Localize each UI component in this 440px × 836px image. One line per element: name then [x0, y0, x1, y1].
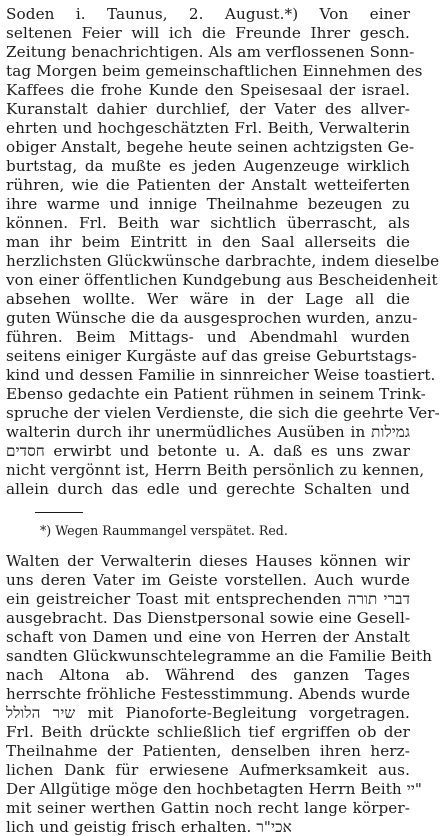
article-line: obiger Anstalt, begehe heute seinen achtzigsten Ge-: [6, 138, 415, 156]
article-line: schaft von Damen und eine von Herren der Anstalt: [6, 628, 410, 646]
article-line: Theilnahme der Patienten, denselben ihren herz-: [6, 742, 410, 760]
article-line: seitens einiger Kurgäste auf das greise Geburtstags-: [6, 347, 417, 365]
article-line: חסדים erwirbt und betonte u. A. daß es uns zwar: [6, 442, 410, 460]
article-line: Walten der Verwalterin dieses Hauses können wir: [6, 552, 410, 570]
article-line: man ihr beim Eintritt in den Saal allerseits die: [6, 233, 410, 251]
article-line: Frl. Beith drückte schließlich tief ergriffen ob der: [6, 723, 410, 741]
article-line: nicht vergönnt ist, Herrn Beith persönlich zu kennen,: [6, 461, 425, 479]
article-line: kind und dessen Familie in sinnreicher Weise toastiert.: [6, 366, 436, 384]
article-line: שיר הלולל mit Pianoforte-Begleitung vorgetragen.: [6, 704, 410, 722]
article-line: Ebenso gedachte ein Patient rühmen in seinem Trink-: [6, 385, 426, 403]
footnote-divider: [35, 512, 83, 513]
article-line: Kuranstalt dahier durchlief, der Vater des allver-: [6, 100, 410, 118]
article-line: guten Wünsche die da ausgesprochen wurden, anzu-: [6, 309, 418, 327]
article-line: können. Frl. Beith war sichtlich überrascht, als: [6, 214, 410, 232]
article-line: herrschte fröhliche Festesstimmung. Abends wurde: [6, 685, 411, 703]
article-line: herzlichsten Glückwünsche darbrachte, indem dieselbe: [6, 252, 440, 270]
article-line: spruche der vielen Verdienste, die sich die geehrte Ver-: [6, 404, 440, 422]
article-line: ehrten und hochgeschätzten Frl. Beith, Verwalterin: [6, 119, 410, 137]
article-line: tag Morgen beim gemeinschaftlichen Einnehmen des: [6, 62, 423, 80]
article-line: ausgebracht. Das Dienstpersonal sowie eine Gesell-: [6, 609, 411, 627]
article-line: burtstag, da mußte es jeden Augenzeuge wirklich: [6, 157, 410, 175]
article-line: von einer öffentlichen Kundgebung aus Bescheidenheit: [6, 271, 438, 289]
footnote: *) Wegen Raummangel verspätet. Red.: [40, 523, 288, 538]
article-line: sandten Glückwunschtelegramme an die Familie Beith: [6, 647, 433, 665]
article-line: ein geistreicher Toast mit entsprechenden דברי תורה: [6, 590, 410, 608]
article-line: Kaffees die frohe Kunde den Speisesaal der israel.: [6, 81, 410, 99]
article-line: seltenen Feier will ich die Freunde Ihrer gesch.: [6, 24, 410, 42]
article-line: Der Allgütige möge den hochbetagten Herrn Beith יי": [6, 780, 422, 798]
article-line: absehen wollte. Wer wäre in der Lage all die: [6, 290, 410, 308]
article-line: mit seiner werthen Gattin noch recht lange körper-: [6, 799, 410, 817]
article-line: nach Altona ab. Während des ganzen Tages: [6, 666, 410, 684]
article-line: führen. Beim Mittags- und Abendmahl wurden: [6, 328, 410, 346]
article-line: Soden i. Taunus, 2. August.*) Von einer: [6, 5, 410, 23]
article-line: Zeitung benachrichtigen. Als am verflossenen Sonn-: [6, 43, 415, 61]
article-line: rühren, wie die Patienten der Anstalt wetteiferten: [6, 176, 410, 194]
article-line: lich und geistig frisch erhalten. אכי"ר: [6, 818, 292, 836]
article-line: walterin durch ihr unermüdliches Ausüben in גמילות: [6, 423, 410, 441]
article-line: lichen Dank für erwiesene Aufmerksamkeit aus.: [6, 761, 410, 779]
article-line: allein durch das edle und gerechte Schalten und: [6, 480, 410, 498]
article-line: ihre warme und innige Theilnahme bezeugen zu: [6, 195, 410, 213]
article-line: uns deren Vater im Geiste vorstellen. Auch wurde: [6, 571, 410, 589]
